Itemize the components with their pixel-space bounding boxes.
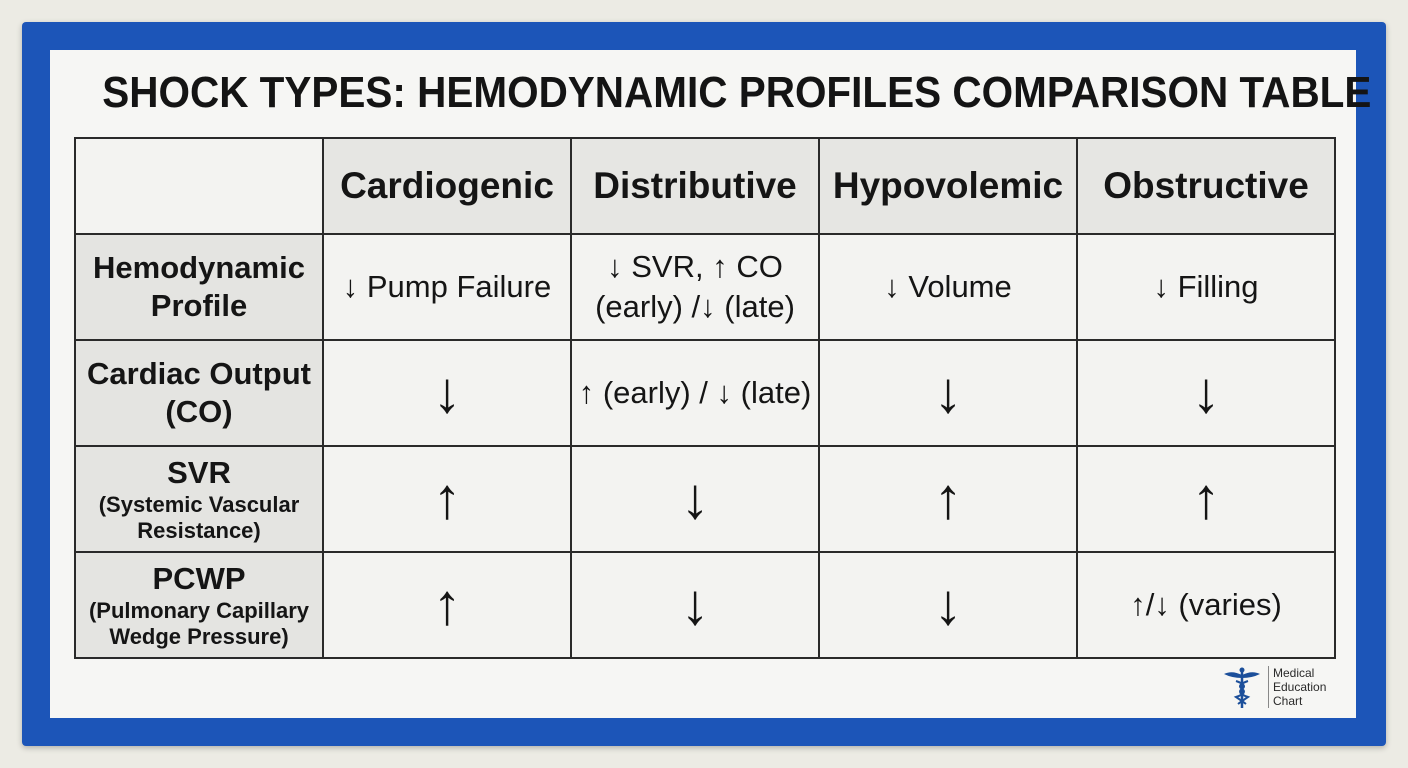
down-arrow-icon: ↓ [680, 572, 710, 637]
column-header-cardiogenic: Cardiogenic [323, 138, 571, 234]
table-row [75, 234, 1335, 340]
down-arrow-icon: ↓ [933, 360, 963, 425]
table-cell [819, 446, 1077, 552]
caduceus-icon [1222, 666, 1262, 710]
row-header-pcwp [75, 552, 323, 658]
row-sublabel: (Systemic Vascular Resistance) [98, 492, 300, 543]
table-cell: ↑ (early) / ↓ (late) [571, 340, 819, 446]
logo-line: Education [1273, 680, 1327, 694]
up-arrow-icon: ↑ [432, 466, 462, 531]
logo-line: Chart [1273, 694, 1303, 708]
up-arrow-icon: ↑ [1191, 466, 1221, 531]
down-arrow-icon: ↓ [1191, 360, 1221, 425]
up-arrow-icon: ↑ [432, 572, 462, 637]
down-arrow-icon: ↓ [432, 360, 462, 425]
table-cell [1077, 340, 1335, 446]
up-arrow-icon: ↑ [933, 466, 963, 531]
table-cell: ↑/↓ (varies) [1077, 552, 1335, 658]
table-cell: ↓ Filling [1077, 234, 1335, 340]
table-cell: ↓ SVR, ↑ CO (early) /↓ (late) [571, 234, 819, 340]
table-cell [323, 446, 571, 552]
row-label: SVR [167, 455, 231, 490]
logo-text [1268, 666, 1326, 708]
row-label: Hemodynamic Profile [93, 250, 305, 323]
corner-cell [75, 138, 323, 234]
table-cell [1077, 446, 1335, 552]
row-header-hemodynamic-profile [75, 234, 323, 340]
column-header-hypovolemic: Hypovolemic [819, 138, 1077, 234]
column-header-obstructive: Obstructive [1077, 138, 1335, 234]
row-label: Cardiac Output (CO) [87, 356, 311, 429]
table-cell [571, 552, 819, 658]
chart-title: SHOCK TYPES: HEMODYNAMIC PROFILES COMPARISON TABLE [102, 68, 1372, 117]
table-row [75, 552, 1335, 658]
table-cell: ↓ Volume [819, 234, 1077, 340]
row-header-cardiac-output [75, 340, 323, 446]
table-row [75, 446, 1335, 552]
logo [1222, 666, 1342, 710]
column-header-distributive: Distributive [571, 138, 819, 234]
comparison-table [74, 137, 1336, 659]
table-header-row [75, 138, 1335, 234]
table-cell [571, 446, 819, 552]
table-cell [819, 340, 1077, 446]
table-cell: ↓ Pump Failure [323, 234, 571, 340]
row-sublabel: (Pulmonary Capillary Wedge Pressure) [88, 598, 310, 649]
logo-line: Medical [1273, 666, 1315, 680]
row-header-svr [75, 446, 323, 552]
table-cell [323, 340, 571, 446]
table-row [75, 340, 1335, 446]
down-arrow-icon: ↓ [680, 466, 710, 531]
down-arrow-icon: ↓ [933, 572, 963, 637]
row-label: PCWP [152, 561, 246, 596]
table-cell [323, 552, 571, 658]
table-cell [819, 552, 1077, 658]
